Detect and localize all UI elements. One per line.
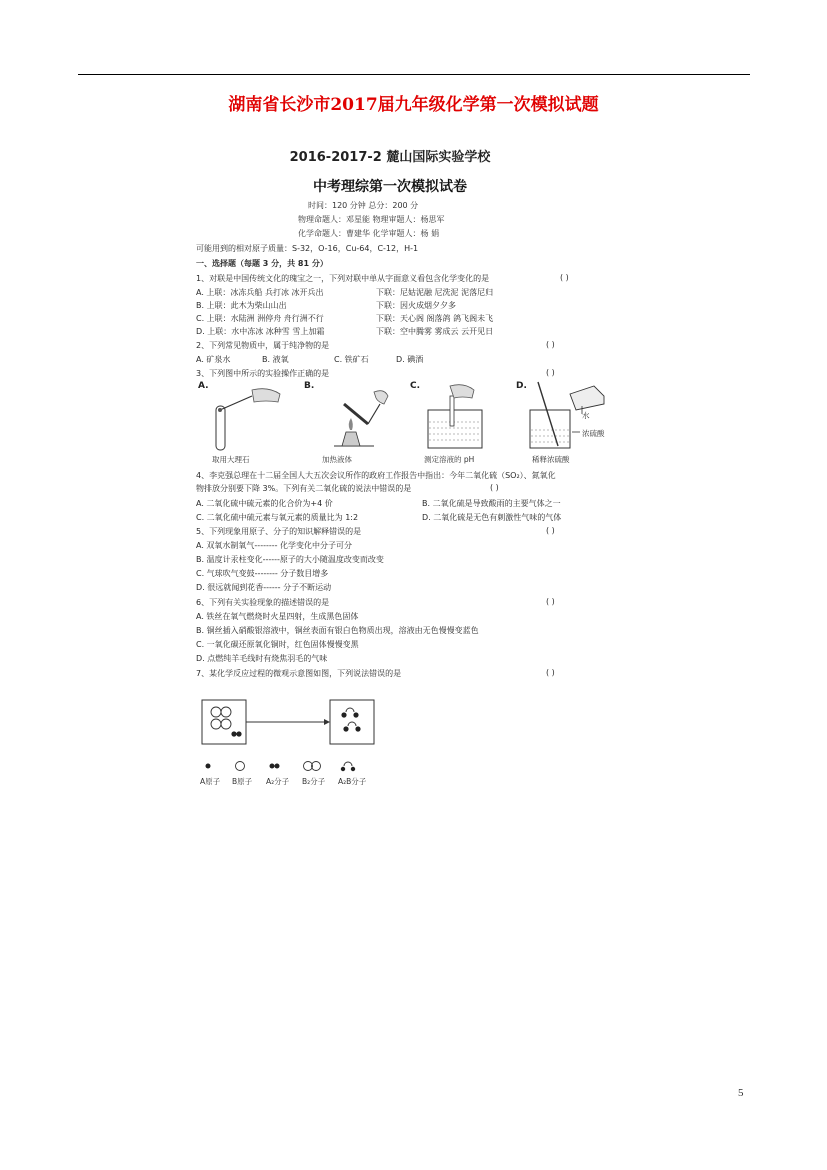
time-score: 时间：120 分钟 总分：200 分 — [308, 201, 419, 210]
q3-stem: 3、下列图中所示的实验操作正确的是 — [196, 369, 330, 378]
q6-option-c: C. 一氧化碳还原氧化铜时，红色固体慢慢变黑 — [196, 640, 359, 649]
q3-label-water: 水 — [582, 411, 590, 420]
section-heading: 一、选择题（每题 3 分，共 81 分） — [196, 259, 328, 268]
physics-setter: 物理命题人：邓星能 物理审题人：杨思军 — [298, 215, 445, 224]
q7-legend-b2-molecule: B₂分子 — [302, 777, 326, 786]
q7-legend-symbols — [200, 760, 380, 774]
q3-answer-paren: ( ) — [546, 368, 555, 377]
q4-option-a: A. 二氧化硫中硫元素的化合价为+4 价 — [196, 499, 333, 508]
q3-figure-a — [208, 384, 288, 454]
q4-stem-line2: 物排放分别要下降 3%。下列有关二氧化硫的说法中错误的是 — [196, 484, 412, 493]
q4-answer-paren: ( ) — [490, 483, 499, 492]
q2-option-a: A. 矿泉水 — [196, 355, 231, 364]
header-rule — [78, 74, 750, 75]
scanned-exam-image — [190, 140, 610, 790]
exam-title: 中考理综第一次模拟试卷 — [313, 179, 467, 195]
q5-option-b: B. 温度计汞柱变化------原子的大小随温度改变而改变 — [196, 555, 384, 564]
q1-option-c-down: 下联：天心阁 阁落鸽 鸽飞阁未飞 — [376, 314, 494, 323]
school-heading: 2016-2017-2 麓山国际实验学校 — [289, 150, 491, 165]
q1-option-d-down: 下联：空中腾雾 雾成云 云开见日 — [376, 327, 494, 336]
chem-setter: 化学命题人：曹建华 化学审题人：杨 娟 — [298, 229, 440, 238]
q3-figure-b — [314, 384, 394, 454]
q3-figure-d — [524, 380, 610, 454]
q4-option-d: D. 二氧化硫是无色有刺激性气味的气体 — [422, 513, 562, 522]
q7-legend-a-atom: A原子 — [200, 777, 221, 786]
q5-answer-paren: ( ) — [546, 526, 555, 535]
q7-legend-b-atom: B原子 — [232, 777, 253, 786]
q4-stem-line1: 4、李克强总理在十二届全国人大五次会议所作的政府工作报告中指出：今年二氧化硫（SO₂）、氮氧化 — [196, 471, 556, 480]
q6-answer-paren: ( ) — [546, 597, 555, 606]
q1-option-b-down: 下联：因火成烟夕夕多 — [376, 301, 456, 310]
q2-option-b: B. 液氧 — [262, 355, 289, 364]
q2-answer-paren: ( ) — [546, 340, 555, 349]
q1-option-a-down: 下联：尼姑泥融 尼洗泥 泥落尼归 — [376, 288, 494, 297]
q7-reaction-diagram — [200, 696, 380, 766]
q3-caption-a: 取用大理石 — [212, 455, 250, 464]
q7-legend-a2b-molecule: A₂B分子 — [338, 777, 367, 786]
q3-caption-b: 加热液体 — [322, 455, 352, 464]
q3-label-d: D. — [516, 381, 527, 391]
q3-figure-c — [420, 384, 500, 454]
page-number: 5 — [738, 1087, 744, 1099]
q3-label-acid: 浓硫酸 — [582, 429, 605, 438]
q5-option-a: A. 双氧水制氧气-------- 化学变化中分子可分 — [196, 541, 353, 550]
q3-label-b: B. — [304, 381, 315, 391]
q5-stem: 5、下列现象用原子、分子的知识解释错误的是 — [196, 527, 362, 536]
q7-answer-paren: ( ) — [546, 668, 555, 677]
q1-option-b-up: B. 上联：此木为柴山山出 — [196, 301, 287, 310]
q3-label-c: C. — [410, 381, 421, 391]
q2-option-c: C. 铁矿石 — [334, 355, 369, 364]
q1-option-d-up: D. 上联：水中冻冰 冰种雪 雪上加霜 — [196, 327, 325, 336]
q6-option-a: A. 铁丝在氧气燃烧时火星四射，生成黑色固体 — [196, 612, 359, 621]
q6-stem: 6、下列有关实验现象的描述错误的是 — [196, 598, 330, 607]
q7-stem: 7、某化学反应过程的微观示意图如图，下列说法错误的是 — [196, 669, 402, 678]
q3-caption-c: 测定溶液的 pH — [424, 455, 475, 464]
q4-option-c: C. 二氧化硫中硫元素与氧元素的质量比为 1:2 — [196, 513, 359, 522]
q3-label-a: A. — [198, 381, 209, 391]
q6-option-d: D. 点燃纯羊毛线时有烧焦羽毛的气味 — [196, 654, 328, 663]
q1-stem: 1、对联是中国传统文化的瑰宝之一，下列对联中单从字面意义看包含化学变化的是 — [196, 274, 490, 283]
q7-legend-a2-molecule: A₂分子 — [266, 777, 290, 786]
q1-option-c-up: C. 上联：水陆洲 洲停舟 舟行洲不行 — [196, 314, 324, 323]
q6-option-b: B. 铜丝插入硝酸银溶液中，铜丝表面有银白色物质出现，溶液由无色慢慢变蓝色 — [196, 626, 479, 635]
q1-answer-paren: ( ) — [560, 273, 569, 282]
atomic-mass-note: 可能用到的相对原子质量：S-32，O-16，Cu-64，C-12，H-1 — [196, 244, 419, 253]
page-title: 湖南省长沙市2017届九年级化学第一次模拟试题 — [228, 95, 599, 115]
q5-option-c: C. 气球吹气变鼓-------- 分子数目增多 — [196, 569, 329, 578]
q2-option-d: D. 碘酒 — [396, 355, 424, 364]
q2-stem: 2、下列常见物质中，属于纯净物的是 — [196, 341, 330, 350]
q3-caption-d: 稀释浓硫酸 — [532, 455, 570, 464]
q5-option-d: D. 很远就闻到花香------ 分子不断运动 — [196, 583, 332, 592]
q4-option-b: B. 二氧化硫是导致酸雨的主要气体之一 — [422, 499, 561, 508]
q1-option-a-up: A. 上联：冰冻兵船 兵打冰 冰开兵出 — [196, 288, 324, 297]
